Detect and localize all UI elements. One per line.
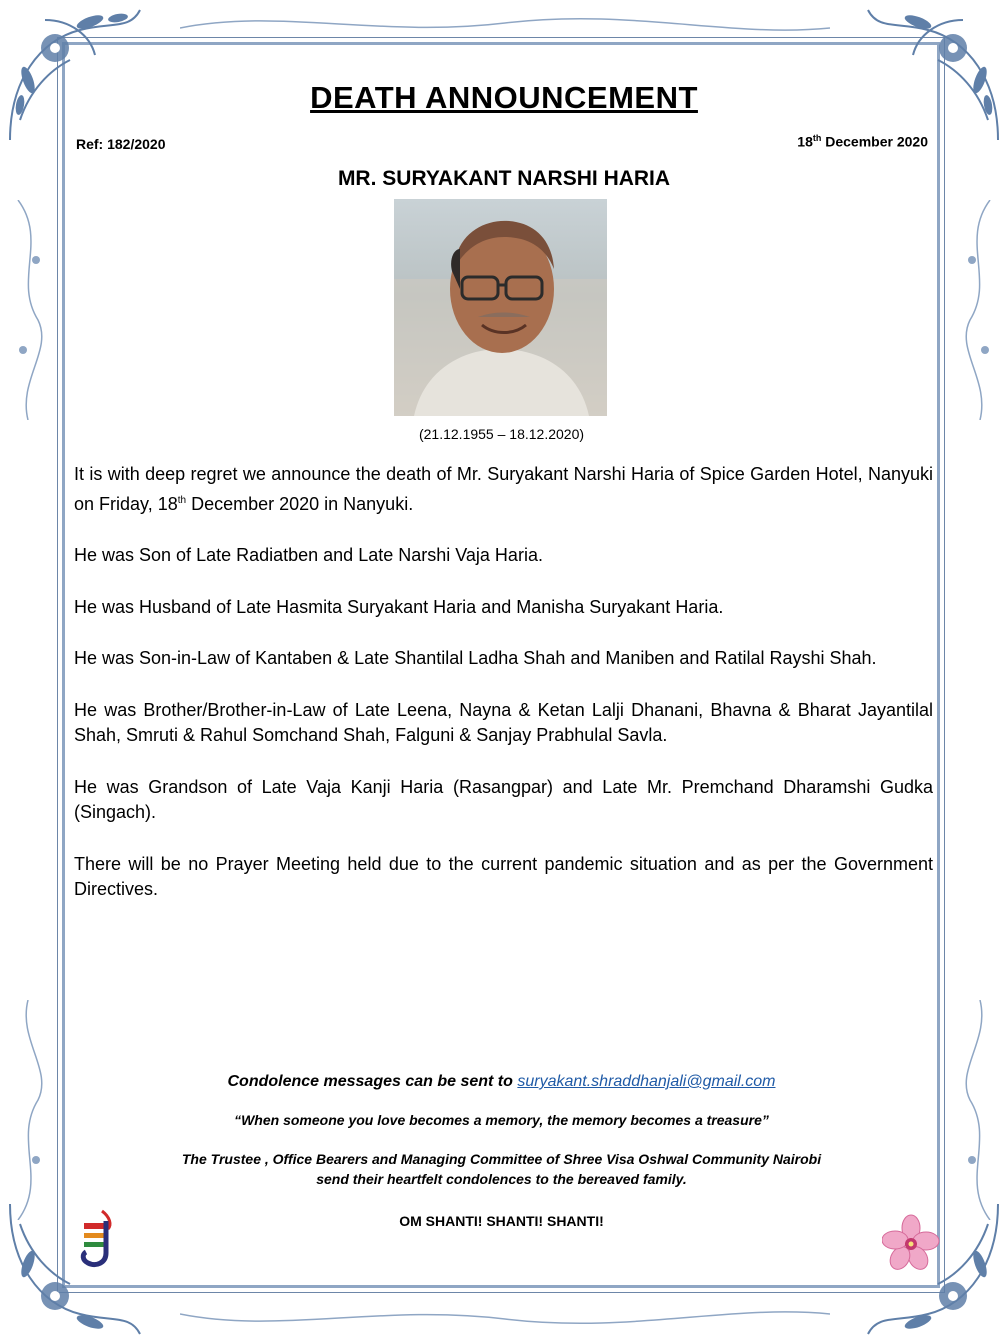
corner-ornament-top-right [858, 0, 1008, 150]
body-paragraph: He was Brother/Brother-in-Law of Late Leena, Nayna & Ketan Lalji Dhanani, Bhavna & Bharat Jayantilal Shah, Smruti & Rahul Somchand Shah, Falguni & Sanjay Prabhulal Savla. [74, 699, 933, 745]
om-shanti-line: OM SHANTI! SHANTI! SHANTI! [399, 1213, 604, 1229]
bottom-vine-ornament [180, 1304, 830, 1334]
trustee-message: The Trustee , Office Bearers and Managing Committee of Shree Visa Oshwal Community Nairobi send their heartfelt condolences to the bereaved family. [181, 1151, 822, 1187]
body-paragraph: It is with deep regret we announce the death of Mr. Suryakant Narshi Haria of Spice Garden Hotel, Nanyuki on Friday, 18th December 2020 in Nanyuki. [74, 464, 933, 514]
memorial-quote: “When someone you love becomes a memory, the memory becomes a treasure” [234, 1112, 769, 1128]
deceased-name: MR. SURYAKANT NARSHI HARIA [337, 167, 671, 190]
pink-flower-icon [882, 1214, 940, 1272]
condolence-email-link[interactable]: suryakant.shraddhanjali@gmail.com [517, 1073, 776, 1090]
portrait-photo [394, 199, 607, 416]
lifespan-dates: (21.12.1955 – 18.12.2020) [418, 426, 585, 442]
announcement-date: 18th December 2020 [797, 133, 928, 150]
body-paragraph: There will be no Prayer Meeting held due to the current pandemic situation and as per the Government Directives. [74, 853, 933, 899]
body-paragraph: He was Son-in-Law of Kantaben & Late Shantilal Ladha Shah and Maniben and Ratilal Rayshi Shah. [74, 648, 877, 668]
community-logo-icon [78, 1207, 120, 1269]
side-vine-ornament [8, 200, 58, 420]
announcement-body [74, 462, 933, 929]
page-title: DEATH ANNOUNCEMENT [310, 80, 698, 115]
body-paragraph: He was Son of Late Radiatben and Late Narshi Vaja Haria. [74, 545, 543, 565]
body-paragraph: He was Grandson of Late Vaja Kanji Haria (Rasangpar) and Late Mr. Premchand Dharamshi Gudka (Singach). [74, 776, 933, 822]
corner-ornament-top-left [0, 0, 150, 150]
reference-number: Ref: 182/2020 [76, 136, 166, 152]
condolence-line: Condolence messages can be sent to suryakant.shraddhanjali@gmail.com [227, 1073, 776, 1090]
top-vine-ornament [180, 8, 830, 38]
body-paragraph: He was Husband of Late Hasmita Suryakant Haria and Manisha Suryakant Haria. [74, 596, 724, 617]
side-vine-ornament [950, 200, 1000, 420]
